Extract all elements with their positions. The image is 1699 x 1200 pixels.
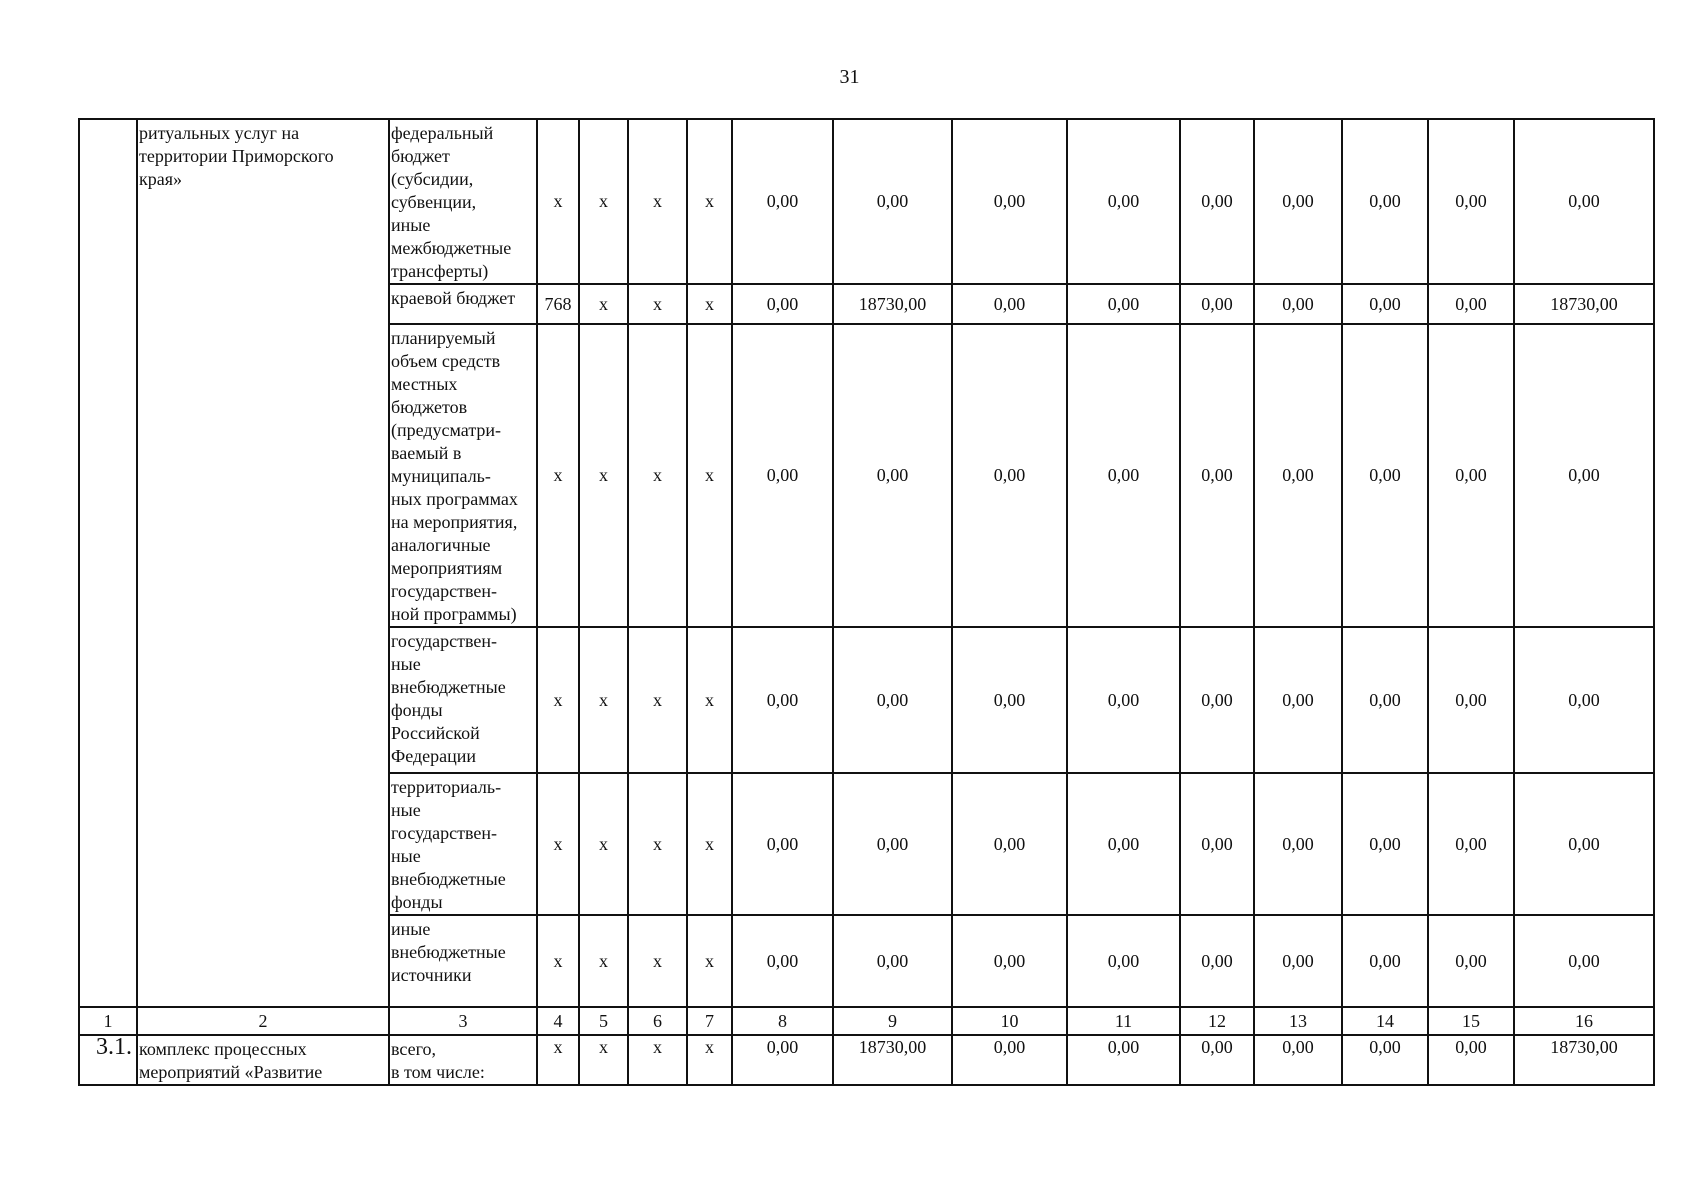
code-cell: х bbox=[628, 915, 687, 1007]
column-number: 13 bbox=[1254, 1007, 1342, 1035]
amount-cell: 0,00 bbox=[732, 1035, 833, 1085]
text-line: иные bbox=[391, 215, 431, 235]
amount-cell: 0,00 bbox=[1067, 915, 1180, 1007]
text-line: ные bbox=[391, 800, 421, 820]
amount-cell: 0,00 bbox=[833, 627, 952, 773]
amount-cell: 0,00 bbox=[1067, 119, 1180, 284]
code-cell: х bbox=[628, 627, 687, 773]
amount-cell: 0,00 bbox=[1428, 119, 1514, 284]
text-line: краевой бюджет bbox=[391, 288, 516, 308]
amount-cell: 0,00 bbox=[1342, 324, 1428, 627]
amount-cell: 0,00 bbox=[1180, 324, 1254, 627]
code-cell: х bbox=[687, 915, 732, 1007]
text-line: (предусматри- bbox=[391, 420, 502, 440]
text-line: аналогичные bbox=[391, 535, 491, 555]
text-line: государствен- bbox=[391, 581, 498, 601]
amount-cell: 0,00 bbox=[732, 119, 833, 284]
column-number: 12 bbox=[1180, 1007, 1254, 1035]
funding-source-cell bbox=[389, 773, 537, 915]
text-line: ной программы) bbox=[391, 604, 517, 624]
text-line: бюджетов bbox=[391, 397, 468, 417]
code-cell: х bbox=[579, 119, 628, 284]
amount-cell: 0,00 bbox=[1180, 284, 1254, 324]
amount-cell: 0,00 bbox=[1254, 324, 1342, 627]
code-cell: х bbox=[579, 324, 628, 627]
amount-cell: 0,00 bbox=[1067, 284, 1180, 324]
funding-source-cell bbox=[389, 119, 537, 284]
amount-cell: 0,00 bbox=[1067, 324, 1180, 627]
code-cell: х bbox=[537, 915, 579, 1007]
funding-source-cell bbox=[389, 1035, 537, 1085]
column-number: 6 bbox=[628, 1007, 687, 1035]
amount-cell: 0,00 bbox=[1428, 915, 1514, 1007]
amount-cell: 0,00 bbox=[1180, 119, 1254, 284]
amount-cell: 18730,00 bbox=[833, 284, 952, 324]
amount-cell: 0,00 bbox=[1428, 284, 1514, 324]
text-line: фонды bbox=[391, 700, 443, 720]
column-number: 14 bbox=[1342, 1007, 1428, 1035]
page-number: 31 bbox=[839, 66, 860, 88]
amount-cell: 0,00 bbox=[952, 773, 1067, 915]
text-line: федеральный bbox=[391, 123, 494, 143]
code-cell: 768 bbox=[537, 284, 579, 324]
column-number: 11 bbox=[1067, 1007, 1180, 1035]
amount-cell: 0,00 bbox=[732, 915, 833, 1007]
text-line: ритуальных услуг на bbox=[139, 123, 300, 143]
budget-table bbox=[78, 118, 1655, 1086]
amount-cell: 0,00 bbox=[1254, 773, 1342, 915]
amount-cell: 0,00 bbox=[732, 284, 833, 324]
text-line: ные bbox=[391, 654, 421, 674]
text-line: иные bbox=[391, 919, 431, 939]
text-line: Федерации bbox=[391, 746, 477, 766]
amount-cell: 0,00 bbox=[1254, 119, 1342, 284]
text-line: государствен- bbox=[391, 631, 498, 651]
amount-cell: 0,00 bbox=[1342, 773, 1428, 915]
text-line: мероприятий «Развитие bbox=[139, 1062, 323, 1082]
amount-cell: 0,00 bbox=[952, 1035, 1067, 1085]
text-line: ных программах bbox=[391, 489, 518, 509]
text-line: всего, bbox=[391, 1039, 437, 1059]
table-row-item-3-1 bbox=[79, 1035, 1654, 1085]
text-line: государствен- bbox=[391, 823, 498, 843]
amount-cell: 0,00 bbox=[1514, 915, 1654, 1007]
text-line: субвенции, bbox=[391, 192, 477, 212]
amount-cell: 0,00 bbox=[952, 324, 1067, 627]
text-line: (субсидии, bbox=[391, 169, 474, 189]
amount-cell: 0,00 bbox=[1514, 627, 1654, 773]
funding-source-cell bbox=[389, 627, 537, 773]
column-number: 2 bbox=[137, 1007, 389, 1035]
amount-cell: 0,00 bbox=[833, 324, 952, 627]
code-cell: х bbox=[687, 1035, 732, 1085]
amount-cell: 0,00 bbox=[1428, 627, 1514, 773]
column-number: 5 bbox=[579, 1007, 628, 1035]
amount-cell: 0,00 bbox=[952, 119, 1067, 284]
amount-cell: 0,00 bbox=[1180, 773, 1254, 915]
text-line: межбюджетные bbox=[391, 238, 512, 258]
column-number: 1 bbox=[79, 1007, 137, 1035]
funding-source-cell bbox=[389, 324, 537, 627]
code-cell: х bbox=[687, 284, 732, 324]
amount-cell: 0,00 bbox=[1342, 119, 1428, 284]
amount-cell: 0,00 bbox=[732, 627, 833, 773]
amount-cell: 0,00 bbox=[1342, 627, 1428, 773]
column-number: 10 bbox=[952, 1007, 1067, 1035]
amount-cell: 18730,00 bbox=[1514, 1035, 1654, 1085]
column-number: 7 bbox=[687, 1007, 732, 1035]
amount-cell: 0,00 bbox=[732, 773, 833, 915]
amount-cell: 0,00 bbox=[1254, 915, 1342, 1007]
amount-cell: 0,00 bbox=[1428, 1035, 1514, 1085]
amount-cell: 0,00 bbox=[1428, 773, 1514, 915]
text-line: комплекс процессных bbox=[139, 1039, 307, 1059]
amount-cell: 0,00 bbox=[1180, 1035, 1254, 1085]
item-number-cell bbox=[79, 119, 137, 1007]
code-cell: х bbox=[687, 773, 732, 915]
amount-cell: 0,00 bbox=[833, 119, 952, 284]
code-cell: х bbox=[628, 1035, 687, 1085]
code-cell: х bbox=[579, 1035, 628, 1085]
item-number: 3.1. bbox=[79, 1035, 137, 1085]
funding-source-cell bbox=[389, 284, 537, 324]
amount-cell: 0,00 bbox=[1067, 773, 1180, 915]
text-line: объем средств bbox=[391, 351, 501, 371]
amount-cell: 0,00 bbox=[1342, 915, 1428, 1007]
text-line: территориаль- bbox=[391, 777, 502, 797]
text-line: фонды bbox=[391, 892, 443, 912]
text-line: планируемый bbox=[391, 328, 496, 348]
table-row bbox=[79, 119, 1654, 284]
text-line: бюджет bbox=[391, 146, 450, 166]
amount-cell: 0,00 bbox=[952, 915, 1067, 1007]
code-cell: х bbox=[537, 627, 579, 773]
column-number: 15 bbox=[1428, 1007, 1514, 1035]
text-line: ваемый в bbox=[391, 443, 462, 463]
text-line: на мероприятия, bbox=[391, 512, 518, 532]
code-cell: х bbox=[628, 324, 687, 627]
funding-source-cell bbox=[389, 915, 537, 1007]
amount-cell: 0,00 bbox=[1514, 773, 1654, 915]
text-line: местных bbox=[391, 374, 458, 394]
amount-cell: 0,00 bbox=[1067, 627, 1180, 773]
text-line: внебюджетные bbox=[391, 942, 506, 962]
code-cell: х bbox=[687, 627, 732, 773]
amount-cell: 0,00 bbox=[1254, 627, 1342, 773]
amount-cell: 0,00 bbox=[1254, 284, 1342, 324]
text-line: внебюджетные bbox=[391, 677, 506, 697]
amount-cell: 0,00 bbox=[952, 284, 1067, 324]
amount-cell: 0,00 bbox=[732, 324, 833, 627]
code-cell: х bbox=[628, 773, 687, 915]
text-line: источники bbox=[391, 965, 472, 985]
text-line: внебюджетные bbox=[391, 869, 506, 889]
code-cell: х bbox=[579, 284, 628, 324]
amount-cell: 0,00 bbox=[1180, 627, 1254, 773]
table-body bbox=[79, 119, 1654, 1085]
code-cell: х bbox=[579, 773, 628, 915]
code-cell: х bbox=[537, 119, 579, 284]
code-cell: х bbox=[628, 284, 687, 324]
amount-cell: 0,00 bbox=[1254, 1035, 1342, 1085]
code-cell: х bbox=[687, 324, 732, 627]
text-line: территории Приморского bbox=[139, 146, 334, 166]
text-line: муниципаль- bbox=[391, 466, 491, 486]
text-line: Российской bbox=[391, 723, 480, 743]
amount-cell: 0,00 bbox=[1514, 119, 1654, 284]
amount-cell: 0,00 bbox=[1180, 915, 1254, 1007]
column-number: 16 bbox=[1514, 1007, 1654, 1035]
code-cell: х bbox=[628, 119, 687, 284]
code-cell: х bbox=[537, 324, 579, 627]
text-line: ные bbox=[391, 846, 421, 866]
amount-cell: 0,00 bbox=[1428, 324, 1514, 627]
column-number-row bbox=[79, 1007, 1654, 1035]
code-cell: х bbox=[579, 627, 628, 773]
code-cell: х bbox=[687, 119, 732, 284]
amount-cell: 18730,00 bbox=[833, 1035, 952, 1085]
item-name-cell bbox=[137, 119, 389, 1007]
text-line: края» bbox=[139, 169, 183, 189]
text-line: трансферты) bbox=[391, 261, 489, 281]
column-number: 8 bbox=[732, 1007, 833, 1035]
amount-cell: 0,00 bbox=[1342, 284, 1428, 324]
amount-cell: 0,00 bbox=[833, 773, 952, 915]
code-cell: х bbox=[579, 915, 628, 1007]
code-cell: х bbox=[537, 1035, 579, 1085]
amount-cell: 0,00 bbox=[1067, 1035, 1180, 1085]
amount-cell: 0,00 bbox=[1342, 1035, 1428, 1085]
column-number: 4 bbox=[537, 1007, 579, 1035]
item-name-cell bbox=[137, 1035, 389, 1085]
amount-cell: 18730,00 bbox=[1514, 284, 1654, 324]
text-line: в том числе: bbox=[391, 1062, 485, 1082]
text-line: мероприятиям bbox=[391, 558, 503, 578]
column-number: 3 bbox=[389, 1007, 537, 1035]
column-number: 9 bbox=[833, 1007, 952, 1035]
amount-cell: 0,00 bbox=[1514, 324, 1654, 627]
code-cell: х bbox=[537, 773, 579, 915]
amount-cell: 0,00 bbox=[952, 627, 1067, 773]
amount-cell: 0,00 bbox=[833, 915, 952, 1007]
